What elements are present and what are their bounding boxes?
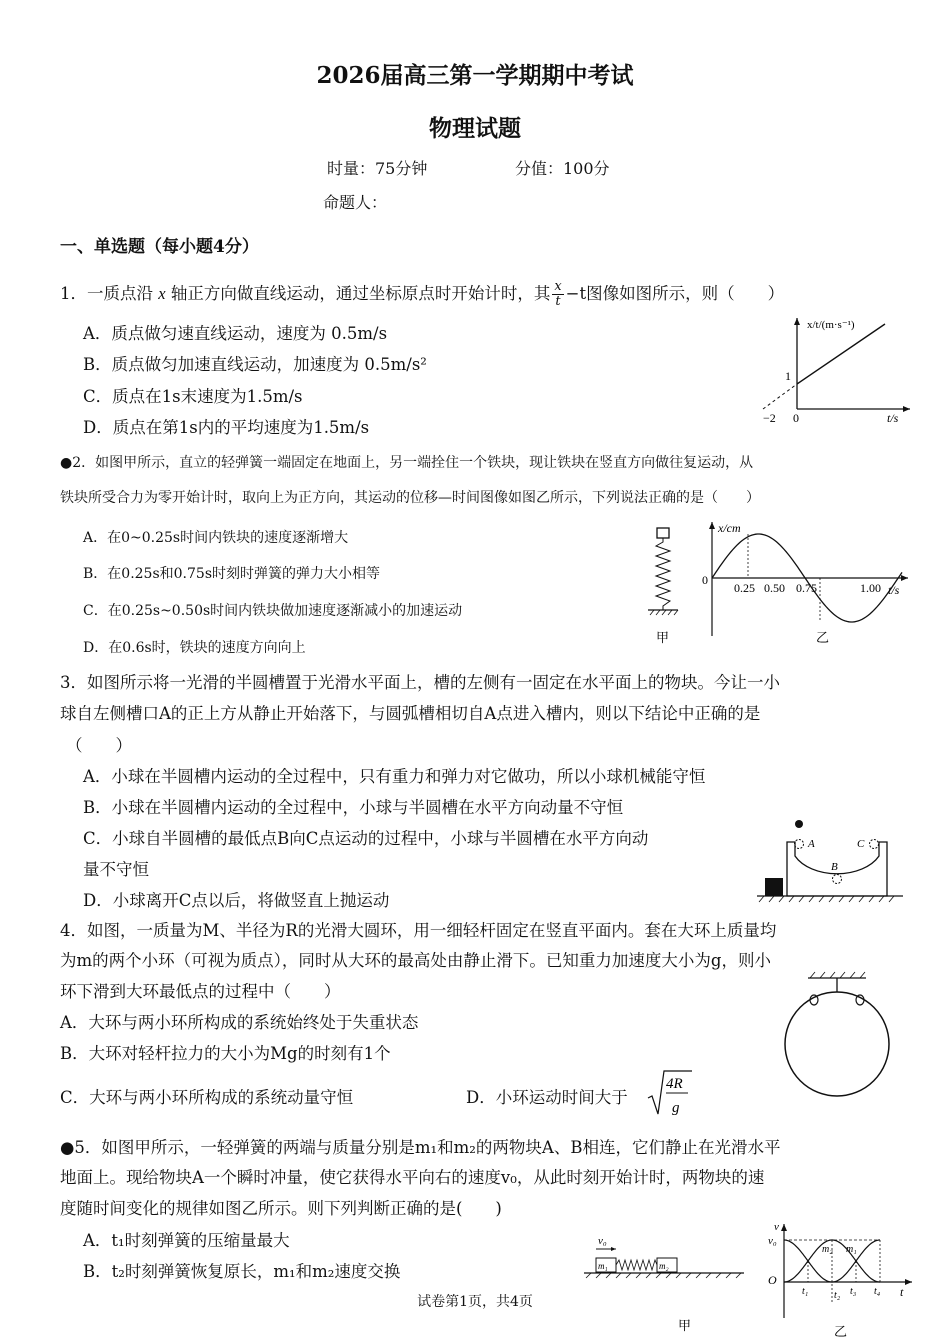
q5-t4: t₄ — [874, 1286, 881, 1297]
q3-label-b: B — [831, 861, 838, 873]
q4-sqrt-numerator: 4R — [666, 1076, 683, 1092]
q4-stem-line1: 4．如图，一质量为M、半径为R的光滑大圆环，用一细轻杆固定在竖直平面内。套在大环上质量均 — [60, 921, 777, 940]
q3-option-b: B．小球在半圆槽内运动的全过程中，小球与半圆槽在水平方向动量不守恒 — [83, 798, 624, 817]
q2-caption-right: 乙 — [816, 630, 830, 645]
q2-tick-2: 0.50 — [764, 581, 785, 595]
q3-stem-line1: 3．如图所示将一光滑的半圆槽置于光滑水平面上，槽的左侧有一固定在水平面上的物块。今让一小 — [60, 673, 780, 692]
q2-figure — [630, 518, 915, 648]
q3-option-c: C．小球自半圆槽的最低点B向C点运动的过程中，小球与半圆槽在水平方向动 — [83, 829, 649, 848]
q5-v0-label: v₀ — [598, 1235, 607, 1247]
q3-option-a: A．小球在半圆槽内运动的全过程中，只有重力和弹力对它做功，所以小球机械能守恒 — [83, 767, 706, 786]
q2-option-d: D．在0.6s时，铁块的速度方向向上 — [83, 640, 306, 656]
q1-option-a: A．质点做匀速直线运动，速度为 0.5m/s — [83, 324, 388, 343]
exam-duration: 时量：75分钟 — [327, 159, 428, 178]
q5-caption-right: 乙 — [834, 1324, 848, 1339]
q4-sqrt-expression — [646, 1068, 694, 1122]
page-footer: 试卷第1页，共4页 — [417, 1294, 533, 1310]
q2-graph-ylabel: x/cm — [718, 521, 741, 535]
q5-figure-left — [580, 1232, 750, 1338]
q1-graph-ylabel: x/t/(m·s⁻¹) — [807, 319, 855, 331]
q5-t2: t₂ — [834, 1290, 841, 1301]
q5-t1: t₁ — [802, 1286, 809, 1297]
q5-option-a: A．t₁时刻弹簧的压缩量最大 — [83, 1231, 290, 1250]
q2-tick-3: 0.75 — [796, 581, 817, 595]
q1-graph-origin: 0 — [793, 411, 799, 424]
q3-figure — [755, 812, 905, 904]
q2-tick-4: 1.00 — [860, 581, 881, 595]
q5-curve-label-m2: m₂ — [822, 1244, 833, 1255]
exam-total-score: 分值：100分 — [515, 159, 610, 178]
q2-stem-line1: ●2．如图甲所示，直立的轻弹簧一端固定在地面上，另一端拴住一个铁块，现让铁块在竖直方向做往复运动，从 — [60, 455, 754, 471]
q4-option-d: D．小环运动时间大于 — [466, 1088, 628, 1107]
q1-option-c: C．质点在1s末速度为1.5m/s — [83, 387, 303, 406]
q5-figure-right — [760, 1218, 920, 1340]
q2-graph-origin: 0 — [702, 573, 708, 587]
q4-option-b: B．大环对轻杆拉力的大小为Mg的时刻有1个 — [60, 1044, 391, 1063]
q5-origin: O — [768, 1273, 777, 1287]
q5-m2-label: m₂ — [659, 1261, 669, 1271]
q2-stem-line2: 铁块所受合力为零开始计时，取向上为正方向，其运动的位移—时间图像如图乙所示，下列说法正确的是（ ） — [60, 490, 760, 506]
section-heading: 一、单选题（每小题4分） — [60, 237, 259, 257]
q3-option-d: D．小球离开C点以后，将做竖直上抛运动 — [83, 891, 390, 910]
q2-tick-1: 0.25 — [734, 581, 755, 595]
q5-stem-line3: 度随时间变化的规律如图乙所示。则下列判断正确的是( ) — [60, 1199, 502, 1218]
q5-option-b: B．t₂时刻弹簧恢复原长，m₁和m₂速度交换 — [83, 1262, 401, 1281]
q5-caption-left: 甲 — [678, 1318, 692, 1333]
q4-option-a: A．大环与两小环所构成的系统始终处于失重状态 — [60, 1013, 419, 1032]
q1-option-b: B．质点做匀加速直线运动，加速度为 0.5m/s² — [83, 355, 427, 374]
q5-vaxis-label: v — [774, 1221, 779, 1233]
q1-graph-xneg: −2 — [763, 411, 776, 424]
subject-title: 物理试题 — [429, 115, 521, 142]
q2-caption-left: 甲 — [656, 630, 670, 645]
q3-option-c-cont: 量不守恒 — [83, 860, 149, 879]
q4-stem-line2: 为m的两个小环（可视为质点），同时从大环的最高处由静止滑下。已知重力加速度大小为g，则小 — [60, 951, 771, 970]
q1-option-d: D．质点在第1s内的平均速度为1.5m/s — [83, 418, 370, 437]
q5-m1-label: m₁ — [598, 1261, 608, 1271]
exam-title: 2026届高三第一学期期中考试 — [316, 62, 634, 89]
q2-graph-xlabel: t/s — [888, 583, 900, 597]
q1-graph-y1: 1 — [785, 369, 791, 383]
q3-label-a: A — [808, 838, 815, 850]
q4-option-c: C．大环与两小环所构成的系统动量守恒 — [60, 1088, 354, 1107]
q1-graph-xlabel: t/s — [887, 411, 899, 424]
q3-label-c: C — [857, 838, 865, 850]
q5-stem-line1: ●5．如图甲所示，一轻弹簧的两端与质量分别是m₁和m₂的两物块A、B相连，它们静止在光滑水平 — [60, 1138, 781, 1157]
q3-stem-line3: （ ） — [66, 736, 132, 755]
q5-vaxis-v0: v₀ — [768, 1235, 777, 1247]
q1-graph — [755, 312, 915, 424]
q5-curve-label-m1: m₁ — [846, 1244, 857, 1255]
q4-figure — [778, 968, 898, 1104]
q2-option-a: A．在0~0.25s时间内铁块的速度逐渐增大 — [83, 530, 349, 546]
q4-stem-line3: 环下滑到大环最低点的过程中（ ） — [60, 982, 341, 1001]
q1-stem: 1．一质点沿 x 轴正方向做直线运动，通过坐标原点时开始计时，其 $\frac{x}{t}$ −t图像如图所示，则（ ） — [60, 279, 785, 309]
q2-option-c: C．在0.25s~0.50s时间内铁块做加速度逐渐减小的加速运动 — [83, 603, 463, 619]
q5-t3: t₃ — [850, 1286, 857, 1297]
q4-sqrt-denominator: g — [672, 1100, 680, 1116]
exam-author: 命题人： — [323, 193, 388, 212]
q5-taxis-label: t — [900, 1285, 904, 1299]
q2-option-b: B．在0.25s和0.75s时刻时弹簧的弹力大小相等 — [83, 566, 381, 582]
q5-stem-line2: 地面上。现给物块A一个瞬时冲量，使它获得水平向右的速度v₀，从此时刻开始计时，两物块的速 — [60, 1168, 765, 1187]
q3-stem-line2: 球自左侧槽口A的正上方从静止开始落下，与圆弧槽相切自A点进入槽内，则以下结论中正确的是 — [60, 704, 761, 723]
